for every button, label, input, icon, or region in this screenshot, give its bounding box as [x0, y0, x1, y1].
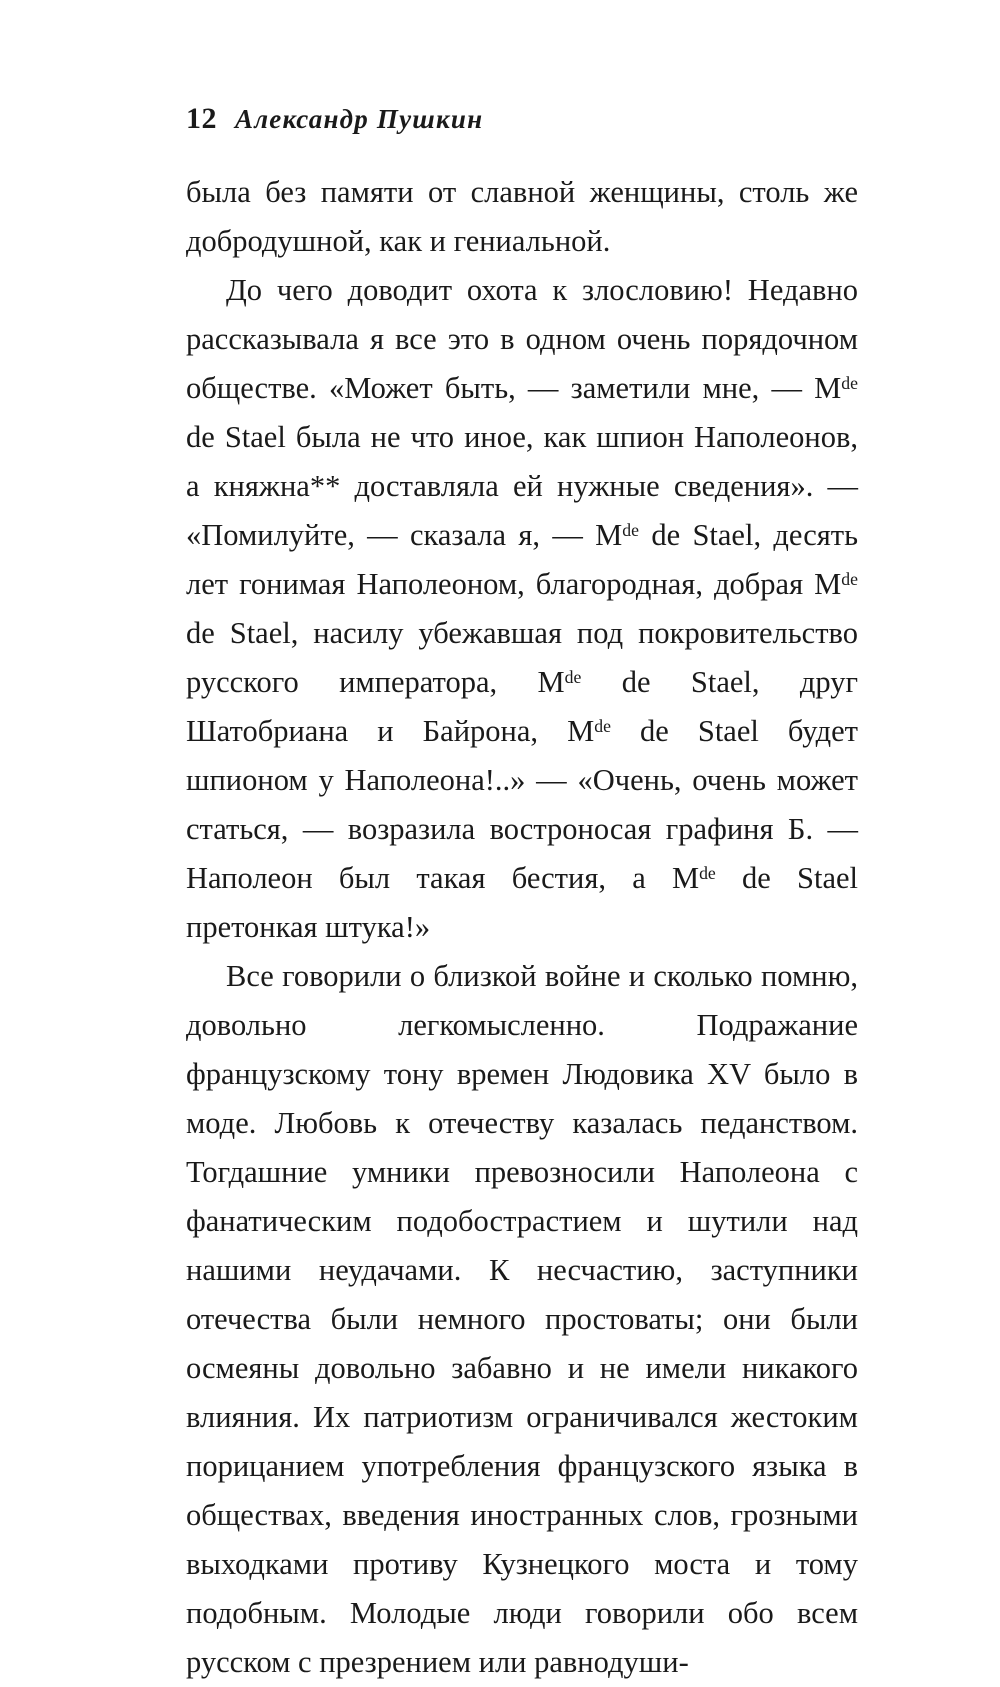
page-number: 12 [186, 102, 217, 135]
paragraph: была без памяти от славной женщины, столь же добродушной, как и гениальной. [186, 175, 858, 258]
body-text [186, 168, 858, 1687]
paragraph: До чего доводит охота к злословию! Недавно рассказывала я все это в одном очень порядочном обществе. «Может быть, — заметили мне, — Mde de Stael была не что иное, как шпион Наполеонов, а княжна** доставляла ей нужные сведения». — «Помилуйте, — сказала я, — Mde de Stael, десять лет гонимая Наполеоном, благородная, добрая Mde de Stael, насилу убежавшая под покровительство русского императора, Mde de Stael, друг Шатобриана и Байрона, Mde de Stael будет шпионом у Наполеона!..» — «Очень, очень может статься, — возразила востроносая графиня Б. — Наполеон был такая бестия, а Mde de Stael претонкая штука!» [186, 273, 859, 944]
paragraph: Все говорили о близкой войне и сколько помню, довольно легкомысленно. Подражание французскому тону времен Людовика XV было в моде. Любовь к отечеству казалась педанством. Тогдашние умники превозносили Наполеона с фанатическим подобострастием и шутили над нашими неудачами. К несчастию, заступники отечества были немного простоваты; они были осмеяны довольно забавно и не имели никакого влияния. Их патриотизм ограничивался жестоким порицанием употребления французского языка в обществах, введения иностранных слов, грозными выходками противу Кузнецкого моста и тому подобным. Молодые люди говорили обо всем русском с презрением или равнодуши- [186, 959, 858, 1679]
running-head [186, 102, 483, 136]
author-name: Александр Пушкин [235, 104, 484, 134]
